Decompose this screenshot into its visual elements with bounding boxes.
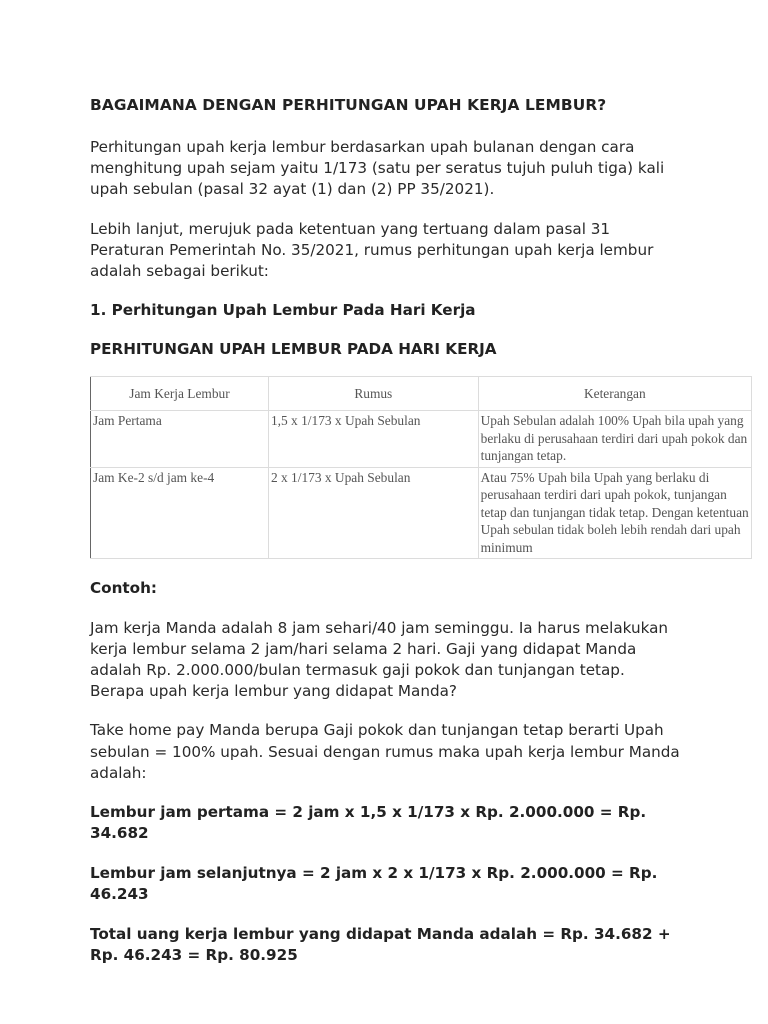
cell-keterangan: Upah Sebulan adalah 100% Upah bila upah yang berlaku di perusahaan terdiri dari upah pokok dan tunjangan tetap.	[478, 411, 751, 468]
table-title: PERHITUNGAN UPAH LEMBUR PADA HARI KERJA	[90, 340, 497, 359]
table-row	[91, 411, 752, 468]
cell-rumus: 2 x 1/173 x Upah Sebulan	[268, 467, 478, 559]
article-upper	[90, 94, 680, 370]
cell-jam: Jam Ke-2 s/d jam ke-4	[91, 467, 269, 559]
header-keterangan: Keterangan	[478, 377, 751, 411]
subheading-hari-kerja: 1. Perhitungan Upah Lembur Pada Hari Kerja	[90, 301, 476, 320]
overtime-table	[90, 376, 752, 559]
cell-rumus: 1,5 x 1/173 x Upah Sebulan	[268, 411, 478, 468]
cell-jam: Jam Pertama	[91, 411, 269, 468]
article-lower	[90, 578, 680, 985]
table-header-row	[91, 377, 752, 411]
calc-jam-pertama: Lembur jam pertama = 2 jam x 1,5 x 1/173 x Rp. 2.000.000 = Rp. 34.682	[90, 802, 647, 843]
calc-jam-selanjutnya: Lembur jam selanjutnya = 2 jam x 2 x 1/173 x Rp. 2.000.000 = Rp. 46.243	[90, 863, 658, 904]
paragraph-rumus-intro: Lebih lanjut, merujuk pada ketentuan yang tertuang dalam pasal 31 Peraturan Pemerintah No. 35/2021, rumus perhitungan upah kerja lembur adalah sebagai berikut:	[90, 219, 654, 281]
paragraph-contoh-kasus: Jam kerja Manda adalah 8 jam sehari/40 jam seminggu. Ia harus melakukan kerja lembur selama 2 jam/hari selama 2 hari. Gaji yang didapat Manda adalah Rp. 2.000.000/bulan termasuk gaji pokok dan tunjangan tetap. Berapa upah kerja lembur yang didapat Manda?	[90, 618, 669, 701]
cell-keterangan: Atau 75% Upah bila Upah yang berlaku di perusahaan terdiri dari upah pokok, tunjangan tetap dan tunjangan tidak tetap. Dengan ketentuan Upah sebulan tidak boleh lebih rendah dari upah minimum	[478, 467, 751, 559]
header-jam-kerja-lembur: Jam Kerja Lembur	[91, 377, 269, 411]
paragraph-upah-sejam: Perhitungan upah kerja lembur berdasarkan upah bulanan dengan cara menghitung upah sejam yaitu 1/173 (satu per seratus tujuh puluh tiga) kali upah sebulan (pasal 32 ayat (1) dan (2) PP 35/2021).	[90, 138, 665, 199]
header-rumus: Rumus	[268, 377, 478, 411]
contoh-label: Contoh:	[90, 579, 157, 597]
table-row	[91, 467, 752, 559]
section-heading: BAGAIMANA DENGAN PERHITUNGAN UPAH KERJA LEMBUR?	[90, 96, 607, 114]
paragraph-take-home-pay: Take home pay Manda berupa Gaji pokok dan tunjangan tetap berarti Upah sebulan = 100% upah. Sesuai dengan rumus maka upah kerja lembur Manda adalah:	[90, 721, 680, 782]
calc-total: Total uang kerja lembur yang didapat Manda adalah = Rp. 34.682 + Rp. 46.243 = Rp. 80.925	[90, 924, 671, 965]
